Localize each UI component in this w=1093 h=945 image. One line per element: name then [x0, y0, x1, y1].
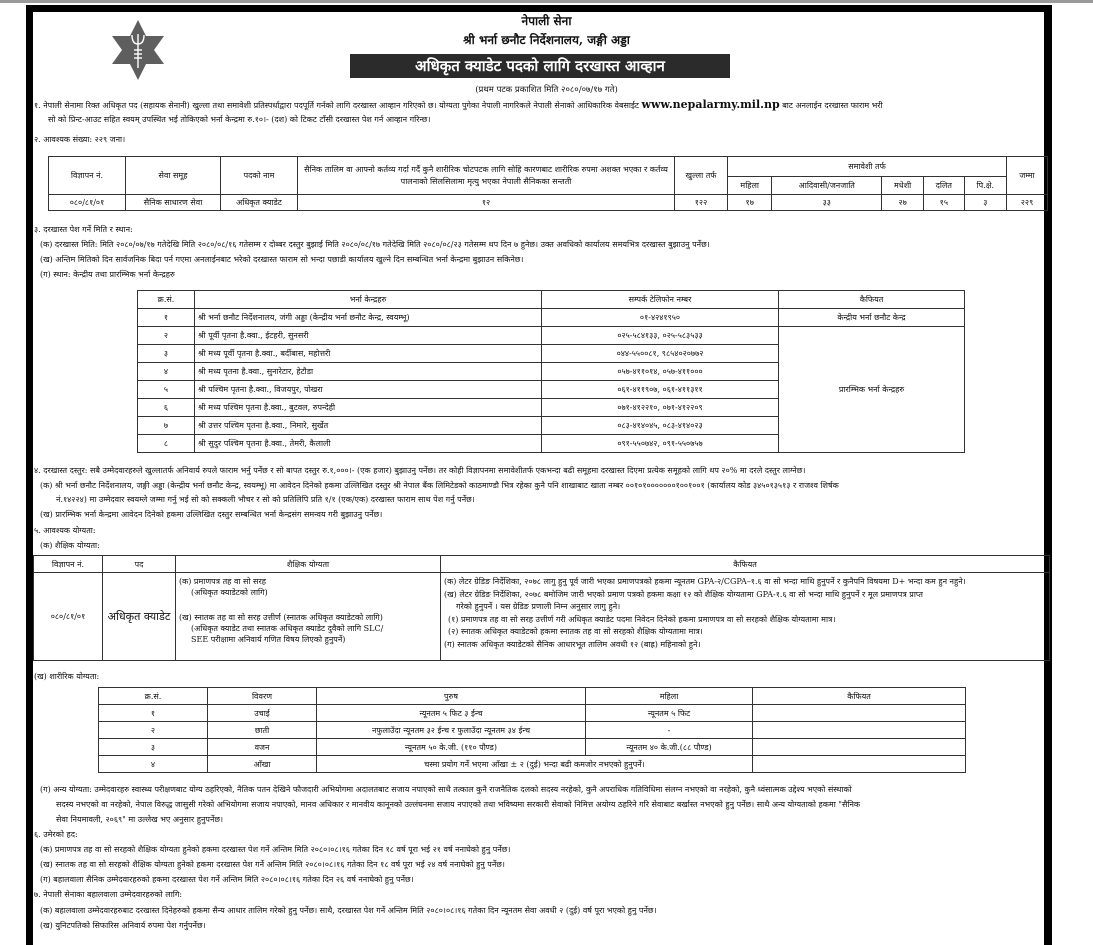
section3-label: ३. दरखास्त पेश गर्ने मिति र स्थान: — [34, 225, 133, 234]
merged-remark: प्रारम्भिक भर्ना केन्द्रहरु — [779, 327, 965, 453]
th-description: विवरण — [208, 688, 317, 705]
cell: ०९१-५५०७४२, ०९१-५५०७५७ — [542, 435, 779, 453]
cell: श्री पूर्वी पृतना है.क्वा., ईटहरी, सुनसरी — [195, 327, 542, 345]
cell: ०५७-४११०१४, ०५७-४११००० — [542, 363, 779, 381]
cell: १२ — [298, 195, 675, 211]
th-sn: क्र.सं. — [99, 688, 208, 705]
cell: ०८०/८१/०१ — [49, 195, 126, 211]
cell: अधिकृत क्याडेट — [221, 195, 298, 211]
th-ad-no: विज्ञापन नं. — [34, 556, 103, 573]
physical-table — [98, 687, 966, 773]
remark-line: (२) स्नातक अधिकृत क्याडेटको हकमा स्नातक तह वा सो सरहको शैक्षिक योग्यतामा मात्र। — [448, 627, 703, 636]
section3-ga: (ग) स्थान: केन्द्रीय तथा प्रारम्भिक भर्ना केन्द्रहरु — [40, 270, 175, 279]
remark-line: गरेको हुनुपर्ने । यस ग्रेडिङ प्रणाली निम्न अनुसार लागु हुने। — [456, 602, 621, 611]
th-dalit: दलित — [924, 177, 964, 195]
cell: न्यूनतम ४० के.जी.(८८ पौण्ड) — [586, 739, 753, 756]
cell: ०४४-५५००८१, ९८५४०२०७७२ — [542, 345, 779, 363]
physical-row — [99, 705, 966, 722]
qual-line: SEE परीक्षामा अनिवार्य गणित विषय लिएको हुनुपर्ने) — [191, 635, 346, 644]
qual-line: (अधिकृत क्याडेटको लागि) — [191, 588, 268, 597]
th-backward: पि.क्षे. — [964, 177, 1006, 195]
section3-kha: (ख) अन्तिम मितिको दिन सार्वजनिक बिदा पर्न गएमा अनलाईनबाट भरेको दरखास्त फाराम सो भन्दा पछाडी कार्यालय खुल्ने दिन सम्बन्धित भर्ना केन्द्रमा बुझाउन सकिनेछ। — [40, 255, 524, 264]
education-table — [33, 555, 1050, 661]
cell: वजन — [208, 739, 317, 756]
physical-row — [99, 756, 966, 773]
cell: १ — [138, 309, 195, 327]
centers-table — [137, 290, 965, 453]
cell-ad-no: ०८०/८१/०१ — [34, 573, 103, 661]
cell: श्री उत्तर पश्चिम पृतना है.क्वा., निमारे, सुर्खेत — [195, 417, 542, 435]
cell: श्री मध्य पृतना है.क्वा., सुनारेटार, हेटौडा — [195, 363, 542, 381]
cell: २ — [138, 327, 195, 345]
cell: नफुलाउँदा न्यूनतम ३२ ईन्च र फुलाउँदा न्यूनतम ३४ ईन्च — [317, 722, 586, 739]
center-row — [138, 327, 965, 345]
th-women: महिला — [728, 177, 772, 195]
section4-ka2: नं.१४२२४) मा उम्मेदवार स्वयम्ले जम्मा गर्नु भई सो को सक्कली भौचर र सो को प्रतिलिपि प्रति १/१ (एक/एक) दरखास्त फाराम साथ पेश गर्नु पर्नेछ। — [56, 495, 475, 504]
remark-line: (क) लेटर ग्रेडिङ निर्देशिका, २०७८ लागु हुनु पूर्व जारी भएका प्रमाणपत्रको हकमा न्यूनतम GPA-२/CGPA–१.६ वा सो भन्दा माथि हुनुपर्ने र कुनैपनि विषयमा D+ भन्दा कम हुन नहुने। — [444, 577, 966, 586]
cell: ५ — [138, 381, 195, 399]
th-remarks: कैफियत — [779, 291, 965, 309]
section7-ka: (क) बहालवाला उम्मेदवारहरुबाट दरखास्त दिनेहरुको हकमा सैन्य आधार तालिम गरेको हुनु पर्नेछ। साथै, दरखास्त पेश गर्ने अन्तिम मिति २०८०।०८।१६ गतेका दिन न्यूनतम सेवा अवधी २ (दुई) वर्ष पूरा भएको हुनु पर्नेछ। — [40, 906, 657, 915]
cell: १२२ — [675, 195, 728, 211]
section5-ka-label: (क) शैक्षिक योग्यता: — [40, 541, 100, 550]
qual-line: (अधिकृत क्याडेट तथा स्नातक अधिकृत क्याडेट दुवैको लागि SLC/ — [191, 624, 384, 633]
cell: ८ — [138, 435, 195, 453]
section6-ka: (क) प्रमाणपत्र तह वा सो सरहको शैक्षिक योग्यता हुनेको हकमा दरखास्त पेश गर्ने अन्तिम मिति २०८०।०८।१६ गतेका दिन १८ वर्ष पूरा भई २१ वर्ष ननाघेको हुनु पर्नेछ। — [40, 845, 511, 854]
cell: - — [586, 722, 753, 739]
cell: श्री मध्य पूर्वी पृतना है.क्वा., बर्दीबास, महोत्तरी — [195, 345, 542, 363]
section7-kha: (ख) युनिटपतिको सिफारिस अनिवार्य रुपमा पेश गर्नुपर्नेछ। — [40, 921, 206, 930]
section4-ka1: (क) श्री भर्ना छनौट निर्देशनालय, जङ्गी अड्डा (केन्द्रीय भर्ना छनौट केन्द्र, स्वयम्भू) मा आवेदन दिनेको हकमा उल्लिखित दस्तुर श्री नेपाल बैंक लिमिटेडको काठमाण्डौ भित्र रहेका कुनै पनि शाखाबाट खाता नम्बर ००१०१०००००००१००१००१ (कार्यालय कोड ३४५०१३५१३ र राजश्व शिर्षक — [40, 481, 839, 490]
cell-remarks — [441, 573, 1050, 661]
th-male: पुरुष — [317, 688, 586, 705]
th-service-group: सेवा समूह — [126, 157, 221, 195]
th-madhesi: मधेशी — [882, 177, 924, 195]
th-open: खुल्ला तर्फ — [675, 157, 728, 195]
org-name: नेपाली सेना — [521, 14, 572, 28]
cell: ४ — [138, 363, 195, 381]
section1-line1 — [34, 99, 883, 111]
th-martyr-quota: सैनिक तालिम वा आफ्नो कर्तव्य गर्दा गर्दै कुनै शारीरिक चोटपटक लागि सोहि कारणबाट शारीरिक रुपमा अशक्त भएका र कर्तव्य पालनाको सिलसिलामा मृत्यु भएका नेपाली सैनिकका सन्तती — [298, 157, 675, 195]
th-post: पद — [103, 556, 176, 573]
cell: श्री पश्चिम पृतना है.क्वा., विजयपुर, पोखरा — [195, 381, 542, 399]
cell: न्यूनतम ५० के.जी. (११० पौण्ड) — [317, 739, 586, 756]
cell: सैनिक साधारण सेवा — [126, 195, 221, 211]
cell: श्री सुदुर पश्चिम पृतना है.क्वा., तेमरी, कैलाली — [195, 435, 542, 453]
section5-kha-label: (ख) शारीरिक योग्यता: — [34, 672, 100, 681]
cell: ०२५-५८४१३३, ०२५-५८३५३३ — [542, 327, 779, 345]
qual-line: (क) प्रमाणपत्र तह वा सो सरह — [179, 577, 266, 586]
cell — [753, 739, 966, 756]
cell: ३ — [138, 345, 195, 363]
section1-text-b: बाट अनलाईन दरखास्त फाराम भरी — [782, 101, 883, 110]
th-sn: क्र.सं. — [138, 291, 195, 309]
section6-ga: (ग) बहालवाला सैनिक उम्मेदवारहरुको हकमा दरखास्त पेश गर्ने अन्तिम मिति २०८०।०८।१६ गतेका दिन २६ वर्ष ननाघेको हुनु पर्नेछ। — [40, 875, 414, 884]
cell — [753, 722, 966, 739]
vacancy-row — [49, 195, 1048, 211]
cell: ०१-४२४१९५० — [542, 309, 779, 327]
cell-qualification — [176, 573, 441, 661]
section5-label: ५. आवश्यक योग्यता: — [34, 526, 96, 535]
cell: १५ — [924, 195, 964, 211]
cell: ३३ — [772, 195, 882, 211]
th-remarks: कैफियत — [441, 556, 1050, 573]
section3-ka: (क) दरखास्त मिति: मिति २०८०/०७/१७ गतेदेखि मिति २०८०/०८/१६ गतेसम्म र दोब्बर दस्तुर बुझाई मिति २०८०/०८/१७ गतेदेखि मिति २०८०/०८/२३ गतेसम्म थप दिन ७ हुनेछ। उक्त अवधिको कार्यालय समयभित्र दरखास्त बुझाउनु पर्नेछ। — [40, 240, 710, 249]
cell: ४ — [99, 756, 208, 773]
cell: उचाई — [208, 705, 317, 722]
section1-text-a: १. नेपाली सेनामा रिक्त अधिकृत पद (सहायक सेनानी) खुल्ला तथा समावेशी प्रतिस्पर्धाद्वारा पदपूर्ति गर्नको लागि दरखास्त आव्हान गरिएको छ। योग्यता पुगेका नेपाली नागरिकले नेपाली सेनाको आधिकारिक वेबसाईट — [34, 101, 639, 110]
directorate-name: श्री भर्ना छनौट निर्देशनालय, जङ्गी अड्डा — [463, 33, 630, 47]
section6-kha: (ख) स्नातक तह वा सो सरहको शैक्षिक योग्यता हुनेको हकमा दरखास्त पेश गर्ने अन्तिम मिति २०८०।०८।१६ गतेका दिन १८ वर्ष पूरा भई २४ वर्ष ननाघेको हुनु पर्नेछ। — [40, 860, 505, 869]
cell: न्यूनतम ५ फिट ३ ईन्च — [317, 705, 586, 722]
cell: २७ — [882, 195, 924, 211]
remark-line: (ख) लेटर ग्रेडिङ निर्देशिका, २०७८ बमोजिम जारी भएको प्रमाण पत्रको हकमा कक्षा १२ को शैक्षिक योग्यतामा GPA-१.६ वा सो भन्दा माथि हुनुपर्ने र मूल प्रमाणपत्र प्राप्त — [444, 589, 923, 599]
cell: १७ — [728, 195, 772, 211]
section6-label: ६. उमेरको हद: — [34, 830, 78, 839]
cell: आँखा — [208, 756, 317, 773]
cell: ०८३-४१४०४५, ०८३-४१४०२३ — [542, 417, 779, 435]
section5-ga-line2: सदस्य नभएको वा नरहेको, नेपाल विरुद्ध जासुसी गरेको अभियोगमा सजाय नपाएको, मानव अधिकार र मानवीय कानूनको उल्लंघनमा सजाय नपाएको तथा भविष्यमा सरकारी सेवाको निमित्त अयोग्य ठहरिने गरि सेवाबाट बर्खास्त नभएको हुनु पर्नेछ। साथै अन्य योग्यताको हकमा "सैनिक — [56, 800, 861, 809]
th-remarks: कैफियत — [753, 688, 966, 705]
cell: छाती — [208, 722, 317, 739]
education-row — [34, 573, 1050, 661]
th-ad-no: विज्ञापन नं. — [49, 157, 126, 195]
cell: श्री भर्ना छनौट निर्देशनालय, जंगी अड्डा (केन्द्रीय भर्ना छनौट केन्द्र, स्वयम्भू) — [195, 309, 542, 327]
cell: ६ — [138, 399, 195, 417]
th-female: महिला — [586, 688, 753, 705]
vacancy-table — [48, 156, 1048, 211]
section1-line2: सो को प्रिन्ट-आउट सहित स्वयम् उपस्थित भई तोकिएको भर्ना केन्द्रमा रु.१०।- (दश) को टिकट टाँसी दरखास्त पेश गर्न आव्हान गरिन्छ। — [48, 115, 431, 124]
published-date: (प्रथम पटक प्रकाशित मिति २०८०/०७/१७ गते) — [475, 85, 618, 95]
th-center: भर्ना केन्द्रहरु — [195, 291, 542, 309]
th-inclusive: समावेशी तर्फ — [728, 157, 1007, 177]
section4-kha: (ख) प्रारम्भिक भर्ना केन्द्रमा आवेदन दिनेको हकमा उल्लिखित दस्तुर सम्बन्धित भर्ना केन्द्रसंग समन्वय गरी बुझाउनु पर्नेछ। — [40, 510, 383, 519]
qual-line: (ख) स्नातक तह वा सो सरह उत्तीर्ण (स्नातक अधिकृत क्याडेटको लागि) — [179, 613, 383, 622]
physical-row — [99, 739, 966, 756]
remark-line: (ग) स्नातक अधिकृत क्याडेटको सैनिक आधारभूत तालिम अवधी १२ (बाह्र) महिनाको हुने। — [444, 639, 701, 649]
section5-ga-line1: (ग) अन्य योग्यता: उम्मेदवारहरु स्वास्थ्य परीक्षणबाट योग्य ठहरिएको, नैतिक पतन देखिने फौजदारी अभियोगमा अदालतबाट सजाय नपाएको साथै तत्काल कुनै राजनैतिक दलको सदस्य नरहेको, कुनै अपराधिक गतिविधिमा संलग्न नभएको वा नरहेको, कुनै ध्वंसात्मक उद्देश्य भएको संस्थाको — [40, 785, 852, 794]
section2-label: २. आवश्यक संख्या: २२९ जना। — [34, 135, 126, 144]
center-row — [138, 309, 965, 327]
nepal-army-logo-icon — [112, 20, 164, 80]
cell: ०६१-४११९०७, ०६१-४११३११ — [542, 381, 779, 399]
cell-post: अधिकृत क्याडेट — [103, 573, 176, 661]
cell: १ — [99, 705, 208, 722]
cell: ०७१-४१२२१०, ०७१-४१२२०९ — [542, 399, 779, 417]
cell: चस्मा प्रयोग गर्ने भएमा आँखा ± २ (दुई) भन्दा बढी कमजोर नभएको हुनुपर्ने। — [317, 756, 753, 773]
notice-title-banner: अधिकृत क्याडेट पदको लागि दरखास्त आव्हान — [350, 54, 730, 78]
remark-line: (१) प्रमाणपत्र तह वा सो सरह उत्तीर्ण गरी अधिकृत क्याडेट पदमा निवेदन दिनेको हकमा प्रमाणपत्र वा सो सरहको शैक्षिक योग्यतामा मात्र। — [448, 614, 836, 624]
cell: २२९ — [1007, 195, 1048, 211]
cell: न्यूनतम ५ फिट — [586, 705, 753, 722]
top-edge-line — [0, 0, 1093, 3]
section7-label: ७. नेपाली सेनाका बहालवाला उम्मेदवारहरुको लागि: — [34, 890, 183, 899]
section5-ga-line3: सेवा नियमावली, २०६९" मा उल्लेख भए अनुसार हुनुपर्नेछ। — [56, 815, 224, 824]
website-link[interactable]: www.nepalarmy.mil.np — [641, 98, 780, 111]
cell: ७ — [138, 417, 195, 435]
cell — [753, 705, 966, 722]
cell: ३ — [99, 739, 208, 756]
cell: २ — [99, 722, 208, 739]
th-post-name: पदको नाम — [221, 157, 298, 195]
th-janajati: आदिवासी/जनजाति — [772, 177, 882, 195]
cell — [753, 756, 966, 773]
cell: श्री मध्य पश्चिम पृतना है.क्वा., बुटवल, रुपन्देही — [195, 399, 542, 417]
cell: ३ — [964, 195, 1006, 211]
section4-line1: ४. दरखास्त दस्तुर: सबै उम्मेदवारहरुले खुल्लातर्फ अनिवार्य रुपले फाराम भर्नु पर्नेछ र सो बापत दस्तुर रु.१,०००।- (एक हजार) बुझाउनु पर्नेछ। तर कोही विज्ञापनमा समावेशीतर्फ एकभन्दा बढी समूहमा दरखास्त दिएमा प्रत्येक समूहको लागि थप २०% मा दरले दस्तुर लाग्नेछ। — [34, 466, 806, 475]
physical-row — [99, 722, 966, 739]
cell: केन्द्रीय भर्ना छनौट केन्द्र — [779, 309, 965, 327]
th-total: जम्मा — [1007, 157, 1048, 195]
th-edu-qual: शैक्षिक योग्यता — [176, 556, 441, 573]
th-phone: सम्पर्क टेलिफोन नम्बर — [542, 291, 779, 309]
